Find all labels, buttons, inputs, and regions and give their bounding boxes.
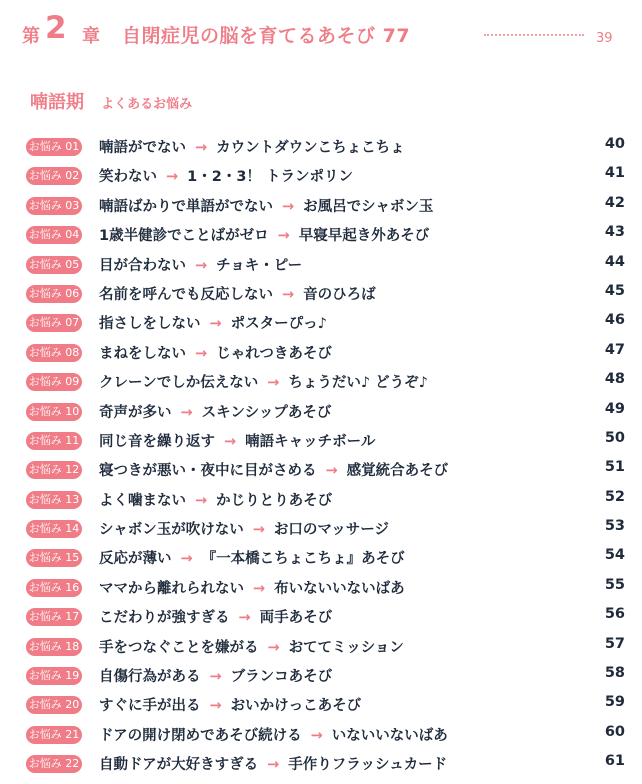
problem-text: ドアの開け閉めであそび続ける (99, 727, 302, 744)
solution-text: 布いないいないばあ (274, 580, 405, 597)
arrow-icon: → (267, 757, 280, 774)
section-heading (30, 88, 192, 112)
entry-page-number: 53 (604, 518, 625, 535)
entry-text (99, 254, 302, 275)
toc-entry[interactable] (26, 251, 626, 280)
problem-text: 奇声が多い (99, 404, 172, 421)
arrow-icon: → (195, 257, 208, 274)
problem-badge: お悩み 04 (26, 226, 82, 244)
entry-page-number: 46 (604, 312, 625, 329)
entry-page-number: 59 (604, 694, 625, 711)
toc-entry[interactable] (26, 515, 626, 544)
entry-text (99, 283, 376, 304)
toc-entry[interactable] (26, 368, 626, 397)
dotted-leader (484, 34, 584, 36)
problem-text: 喃語ばかりで単語がでない (99, 198, 273, 215)
entry-text (99, 636, 404, 657)
toc-entry[interactable] (26, 721, 626, 750)
solution-text: 早寝早起き外あそび (298, 228, 430, 245)
toc-entry[interactable] (26, 427, 626, 456)
entry-text (99, 195, 433, 216)
problem-badge: お悩み 02 (26, 167, 82, 185)
toc-entry[interactable] (26, 162, 626, 191)
problem-badge: お悩み 12 (26, 461, 82, 479)
toc-entry[interactable] (26, 662, 626, 691)
entry-page-number: 52 (604, 488, 625, 505)
problem-text: すぐに手が出る (99, 698, 201, 715)
chapter-number: 2 (45, 10, 67, 46)
problem-badge: お悩み 17 (26, 608, 82, 626)
arrow-icon: → (180, 551, 193, 568)
problem-text: 反応が薄い (99, 551, 172, 568)
entry-text (99, 136, 405, 157)
problem-badge: お悩み 18 (26, 638, 82, 656)
problem-badge: お悩み 15 (26, 549, 82, 567)
toc-entry[interactable] (26, 486, 626, 515)
entry-page-number: 42 (604, 194, 625, 211)
book-title: 自閉症児の脳を育てるあそび 77 (122, 25, 411, 47)
solution-text: 『一本橋こちょこちょ』あそび (201, 551, 405, 568)
toc-entry[interactable] (26, 544, 626, 573)
problem-badge: お悩み 05 (26, 256, 82, 274)
problem-badge: お悩み 14 (26, 520, 82, 538)
entry-page-number: 45 (604, 282, 625, 299)
entry-page-number: 58 (604, 665, 625, 682)
solution-text: おててミッション (288, 639, 404, 656)
problem-badge: お悩み 21 (26, 726, 82, 744)
problem-badge: お悩み 07 (26, 314, 82, 332)
entry-text (99, 371, 428, 392)
solution-text: スキンシップあそび (201, 404, 332, 421)
arrow-icon: → (238, 610, 251, 627)
solution-text: お風呂でシャボン玉 (303, 198, 434, 215)
arrow-icon: → (166, 169, 179, 186)
problem-text: 自傷行為がある (99, 669, 201, 686)
solution-text: 喃語キャッチボール (245, 433, 376, 450)
entry-text (99, 518, 389, 539)
entry-text (99, 577, 405, 598)
problem-text: 笑わない (99, 169, 157, 186)
entry-page-number: 56 (604, 606, 625, 623)
problem-badge: お悩み 22 (26, 755, 82, 773)
problem-text: 1歳半健診でことばがゼロ (99, 228, 269, 245)
problem-text: よく噛まない (99, 492, 186, 509)
chapter-header (22, 10, 622, 50)
problem-text: 手をつなぐことを嫌がる (99, 639, 259, 656)
problem-badge: お悩み 03 (26, 197, 82, 215)
entry-text (99, 430, 375, 451)
problem-badge: お悩み 10 (26, 403, 82, 421)
arrow-icon: → (209, 698, 222, 715)
entry-text (99, 694, 361, 715)
entry-text (99, 665, 332, 686)
toc-entry[interactable] (26, 280, 626, 309)
arrow-icon: → (195, 345, 208, 362)
entry-page-number: 47 (604, 341, 625, 358)
solution-text: いないいないばあ (331, 727, 448, 744)
toc-entry[interactable] (26, 339, 626, 368)
solution-text: ちょうだい♪ どうぞ♪ (288, 375, 428, 392)
toc-entry[interactable] (26, 456, 626, 485)
toc-entry[interactable] (26, 633, 626, 662)
entry-page-number: 50 (604, 429, 625, 446)
entry-page-number: 44 (604, 253, 625, 270)
toc-entry[interactable] (26, 603, 626, 632)
problem-badge: お悩み 13 (26, 491, 82, 509)
entry-text (99, 401, 331, 422)
solution-text: 手作りフラッシュカード (288, 757, 448, 774)
arrow-icon: → (209, 316, 222, 333)
arrow-icon: → (325, 463, 338, 480)
arrow-icon: → (209, 669, 222, 686)
entry-page-number: 48 (604, 371, 625, 388)
arrow-icon: → (282, 286, 295, 303)
problem-text: 名前を呼んでも反応しない (99, 286, 273, 303)
section-subtitle: よくあるお悩み (101, 97, 193, 112)
solution-text: お口のマッサージ (273, 522, 390, 539)
entry-text (99, 489, 332, 510)
toc-entry[interactable] (26, 750, 626, 779)
toc-entry[interactable] (26, 133, 626, 162)
entry-text (99, 459, 448, 480)
problem-text: ママから離れられない (99, 580, 244, 597)
entry-text (99, 606, 332, 627)
problem-badge: お悩み 19 (26, 667, 82, 685)
arrow-icon: → (252, 522, 265, 539)
arrow-icon: → (195, 492, 208, 509)
problem-text: まねをしない (99, 345, 186, 362)
solution-text: チョキ・ピー (216, 257, 303, 274)
toc-entry[interactable] (26, 221, 626, 250)
solution-text: カウントダウンこちょこちょ (216, 140, 405, 156)
arrow-icon: → (310, 727, 323, 744)
entry-page-number: 49 (604, 400, 625, 417)
toc-entry[interactable] (26, 691, 626, 720)
solution-text: かじりとりあそび (216, 492, 333, 509)
solution-text: ブランコあそび (230, 669, 333, 686)
arrow-icon: → (267, 639, 280, 656)
problem-text: クレーンでしか伝えない (99, 375, 259, 392)
problem-badge: お悩み 08 (26, 344, 82, 362)
problem-text: 寝つきが悪い・夜中に目がさめる (99, 463, 317, 480)
arrow-icon: → (180, 404, 193, 421)
entry-text (99, 165, 353, 186)
entry-page-number: 54 (604, 547, 625, 564)
page-number: 39 (596, 31, 613, 46)
entry-text (99, 342, 332, 363)
problem-badge: お悩み 06 (26, 285, 82, 303)
entry-page-number: 57 (604, 635, 625, 652)
problem-badge: お悩み 20 (26, 696, 82, 714)
solution-text: 感覚統合あそび (346, 463, 449, 480)
problem-text: 喃語がでない (99, 140, 186, 156)
solution-text: じゃれつきあそび (216, 345, 332, 362)
entry-page-number: 51 (604, 459, 625, 476)
section-title: 喃語期 (30, 92, 84, 113)
entry-page-number: 41 (604, 165, 625, 182)
entry-page-number: 43 (604, 224, 625, 241)
toc-entry[interactable] (26, 309, 626, 338)
arrow-icon: → (267, 375, 280, 392)
toc-entry[interactable] (26, 574, 626, 603)
entry-text (99, 224, 429, 245)
problem-badge: お悩み 09 (26, 373, 82, 391)
entry-page-number: 55 (604, 576, 625, 593)
toc-entry[interactable] (26, 398, 626, 427)
entry-page-number: 60 (604, 723, 625, 740)
entry-page-number: 61 (604, 753, 625, 770)
problem-badge: お悩み 01 (26, 138, 82, 156)
solution-text: おいかけっこあそび (230, 698, 362, 715)
problem-text: 指さしをしない (99, 316, 201, 333)
entry-text (99, 312, 327, 333)
chapter-suffix: 章 (82, 26, 100, 47)
arrow-icon: → (277, 228, 290, 245)
entry-text (99, 753, 447, 774)
problem-text: シャボン玉が吹けない (99, 522, 244, 539)
entry-text (99, 547, 405, 568)
problem-badge: お悩み 16 (26, 579, 82, 597)
solution-text: ポスターぴっ♪ (230, 316, 327, 333)
problem-text: 目が合わない (99, 257, 186, 274)
solution-text: 音のひろば (303, 286, 376, 303)
toc-entry[interactable] (26, 192, 626, 221)
toc-list (26, 133, 626, 780)
solution-text: 1・2・3！ トランポリン (187, 169, 353, 186)
solution-text: 両手あそび (259, 610, 333, 627)
arrow-icon: → (282, 198, 295, 215)
entry-page-number: 40 (604, 136, 625, 152)
arrow-icon: → (253, 580, 266, 597)
arrow-icon: → (195, 140, 208, 156)
problem-badge: お悩み 11 (26, 432, 82, 450)
arrow-icon: → (224, 433, 237, 450)
problem-text: こだわりが強すぎる (99, 610, 230, 627)
problem-text: 同じ音を繰り返す (99, 433, 215, 450)
problem-text: 自動ドアが大好きすぎる (99, 757, 259, 774)
entry-text (99, 724, 448, 745)
chapter-prefix: 第 (22, 26, 40, 47)
